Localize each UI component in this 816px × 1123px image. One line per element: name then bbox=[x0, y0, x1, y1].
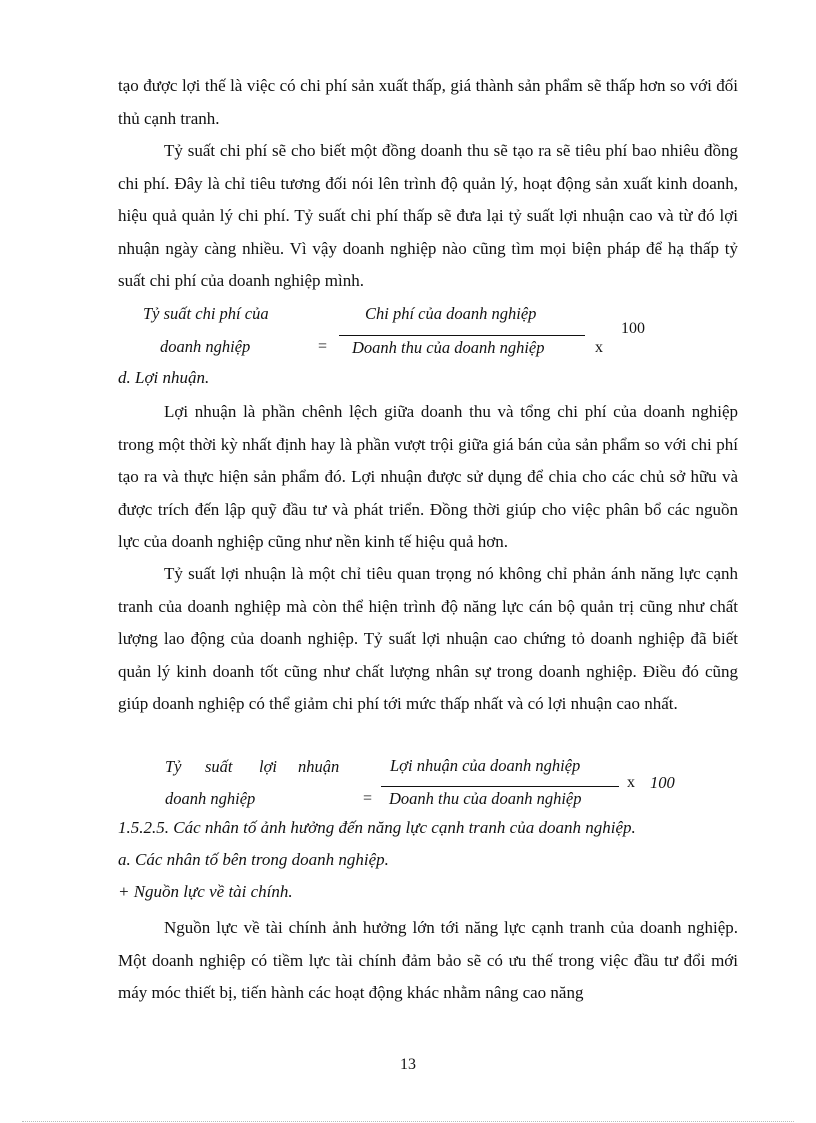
formula1-fraction-bar bbox=[339, 335, 585, 336]
page-bottom-border bbox=[22, 1121, 794, 1122]
formula1-lhs-line1: Tỷ suất chi phí của bbox=[143, 304, 269, 323]
formula2-fraction-bar bbox=[381, 786, 619, 787]
formula1-numerator: Chi phí của doanh nghiệp bbox=[365, 304, 537, 323]
formula2-lhs-word1: Tỷ bbox=[165, 757, 182, 776]
heading-internal-factors: a. Các nhân tố bên trong doanh nghiệp. bbox=[118, 850, 389, 869]
paragraph-profit-ratio: Tỷ suất lợi nhuận là một chỉ tiêu quan trọng nó không chỉ phản ánh năng lực cạnh tranh của doanh nghiệp mà còn thể hiện trình độ năng lực cán bộ quản trị cũng như chất lượng lao động của doanh nghiệp. Tỷ suất lợi nhuận cao chứng tỏ doanh nghiệp đã biết quản lý kinh doanh tốt cũng như chất lượng nhân sự trong doanh nghiệp. Điều đó cũng giúp doanh nghiệp có thể giảm chi phí tới mức thấp nhất và có lợi nhuận cao nhất. bbox=[118, 564, 738, 713]
formula2-denominator: Doanh thu của doanh nghiệp bbox=[389, 789, 582, 808]
formula2-lhs-word3: lợi bbox=[259, 757, 277, 776]
formula2-lhs-word2: suất bbox=[205, 757, 233, 776]
formula2-factor: 100 bbox=[650, 773, 675, 792]
formula1-factor: 100 bbox=[621, 320, 645, 337]
formula1-denominator: Doanh thu của doanh nghiệp bbox=[352, 338, 545, 357]
paragraph-financial-resources: Nguồn lực về tài chính ảnh hưởng lớn tới năng lực cạnh tranh của doanh nghiệp. Một doanh nghiệp có tiềm lực tài chính đảm bảo sẽ có ưu thế trong việc đầu tư đổi mới máy móc thiết bị, tiến hành các hoạt động khác nhằm nâng cao năng bbox=[118, 918, 738, 1002]
formula2-numerator: Lợi nhuận của doanh nghiệp bbox=[390, 756, 581, 775]
heading-section-1525: 1.5.2.5. Các nhân tố ảnh hưởng đến năng lực cạnh tranh của doanh nghiệp. bbox=[118, 818, 636, 837]
formula2-equals: = bbox=[363, 790, 373, 807]
heading-profit: d. Lợi nhuận. bbox=[118, 368, 210, 387]
page-number: 13 bbox=[400, 1056, 416, 1073]
paragraph-profit: Lợi nhuận là phần chênh lệch giữa doanh thu và tổng chi phí của doanh nghiệp trong một thời kỳ nhất định hay là phần vượt trội giữa giá bán của sản phẩm so với chi phí tạo ra và thực hiện sản phẩm đó. Lợi nhuận được sử dụng để chia cho các chủ sở hữu và được trích đến lập quỹ đầu tư và phát triển. Đồng thời giúp cho việc phân bổ các nguồn lực của doanh nghiệp cũng như nền kinh tế hiệu quả hơn. bbox=[118, 402, 738, 551]
formula2-times: x bbox=[627, 774, 635, 791]
paragraph-cost-advantage: tạo được lợi thế là việc có chi phí sản xuất thấp, giá thành sản phẩm sẽ thấp hơn so với đối thủ cạnh tranh. bbox=[118, 76, 738, 128]
formula1-times: x bbox=[595, 339, 603, 356]
formula1-equals: = bbox=[318, 338, 328, 355]
formula1-lhs-line2: doanh nghiệp bbox=[160, 337, 251, 356]
paragraph-cost-ratio: Tỷ suất chi phí sẽ cho biết một đồng doanh thu sẽ tạo ra sẽ tiêu phí bao nhiêu đồng chi phí. Đây là chỉ tiêu tương đối nói lên trình độ quản lý, hoạt động sản xuất kinh doanh, hiệu quả quản lý chi phí. Tỷ suất chi phí thấp sẽ đưa lại tỷ suất lợi nhuận cao và từ đó lợi nhuận ngày càng nhiều. Vì vậy doanh nghiệp nào cũng tìm mọi biện pháp để hạ thấp tỷ suất chi phí của doanh nghiệp mình. bbox=[118, 141, 738, 290]
heading-financial-resources: + Nguồn lực về tài chính. bbox=[118, 882, 293, 901]
formula2-lhs-line2: doanh nghiệp bbox=[165, 789, 256, 808]
formula2-lhs-word4: nhuận bbox=[298, 757, 340, 776]
